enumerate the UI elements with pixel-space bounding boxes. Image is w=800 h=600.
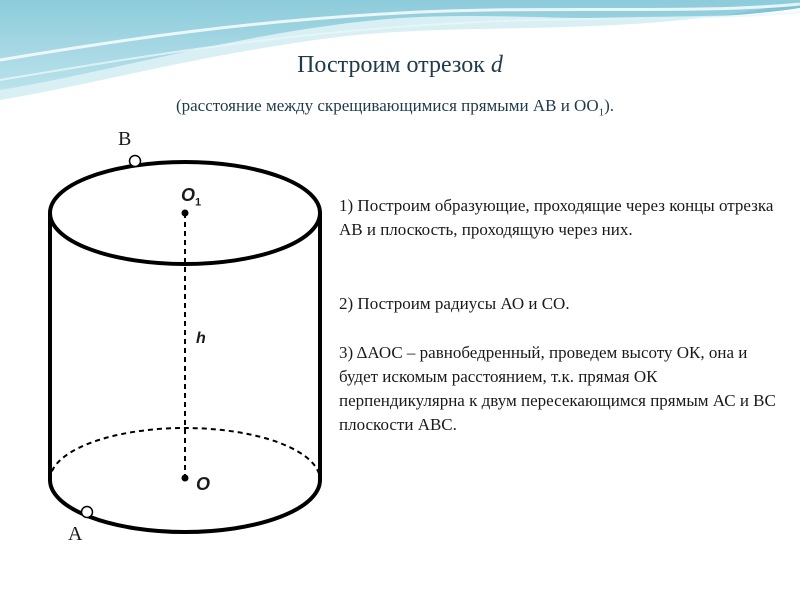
step-3-text: 3) ΔАОС – равнобедренный, проведем высоту ОК, она и будет искомым расстоянием, т.к. прямая ОК перпендикулярна к двум пересекающимся прямым АС и ВС плоскости АВС.: [339, 343, 776, 434]
step-2-text: 2) Построим радиусы АО и СО.: [339, 294, 570, 313]
slide-subtitle: (расстояние между скрещивающимися прямыми АВ и $ОО_1$).: [175, 96, 615, 119]
point-o: [182, 475, 189, 482]
label-o: O: [196, 474, 211, 494]
point-b-marker: [130, 156, 141, 167]
slide-title: Построим отрезок d: [297, 52, 503, 78]
label-o1: $O_1$: [181, 185, 202, 209]
label-b: B: [118, 128, 132, 150]
label-height: h: [196, 330, 206, 347]
step-1-text: 1) Построим образующие, проходящие через концы отрезка АВ и плоскость, проходящую через них.: [339, 196, 774, 239]
point-o1: [182, 210, 189, 217]
bottom-base-back-arc: [50, 428, 320, 480]
bottom-base-front-arc: [50, 480, 320, 532]
label-a: A: [68, 523, 83, 545]
point-a-marker: [82, 507, 93, 518]
